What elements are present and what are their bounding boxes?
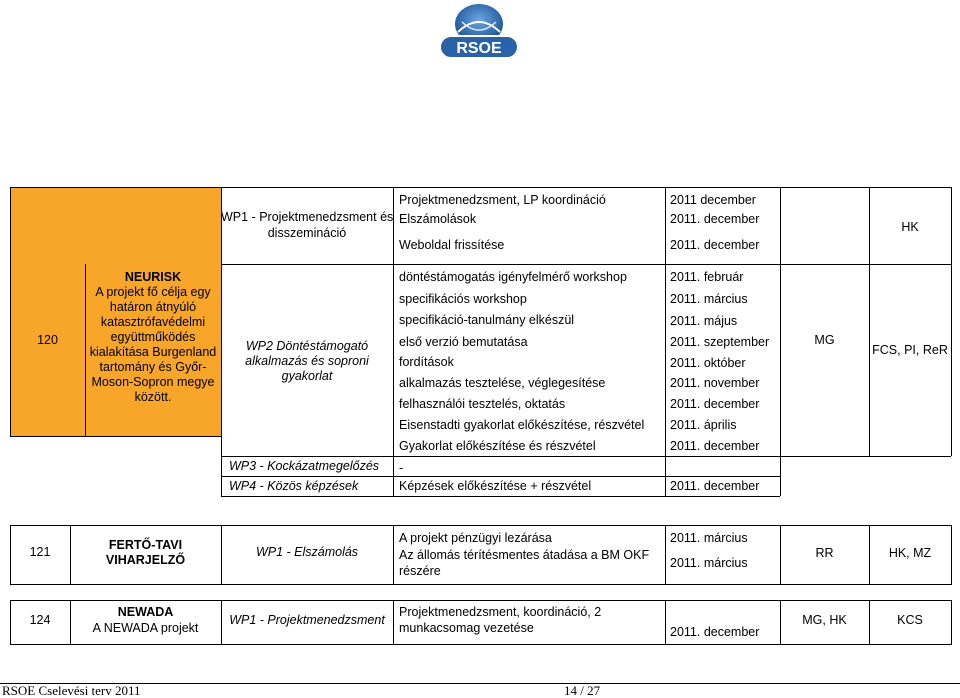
wp2-date: 2011. április xyxy=(670,418,737,432)
wp4-date: 2011. december xyxy=(670,479,760,493)
wp2-task: Eisenstadti gyakorlat előkészítése, részvétel xyxy=(399,418,645,432)
wp2-task: fordítások xyxy=(399,355,454,369)
wp2-partners: FCS, PI, ReR xyxy=(872,343,948,357)
wp2-task: specifikáció-tanulmány elkészül xyxy=(399,313,575,327)
wp1-date-3: 2011. december xyxy=(670,238,760,252)
wp2-task: Gyakorlat előkészítése és részvétel xyxy=(399,439,596,453)
wp1-task-3: Weboldal frissítése xyxy=(399,238,505,252)
project-description: A projekt fő célja egy határon átnyúló katasztrófavédelmi együttműködés kialakítása Burgenland tartomány és Győr- Moson-Sopron megye között. xyxy=(89,285,217,404)
row-id-120: 120 xyxy=(37,333,58,347)
wp2-date: 2011. március xyxy=(670,292,748,306)
wp1-projektmenedzsment: WP1 - Projektmenedzsment xyxy=(229,613,385,627)
wp2-responsible: MG xyxy=(814,333,835,347)
project-title-neurisk: NEURISK xyxy=(124,270,182,284)
date-1: 2011. március xyxy=(670,531,748,545)
wp2-date: 2011. szeptember xyxy=(670,335,770,349)
wp3-label: WP3 - Kockázatmegelőzés xyxy=(229,459,380,473)
task-line: Az állomás térítésmentes átadása a BM OKF xyxy=(399,548,650,562)
wp2-date: 2011. november xyxy=(670,376,760,390)
wp2-date: 2011. december xyxy=(670,397,760,411)
project-title: NEWADA xyxy=(117,605,174,619)
responsible: RR xyxy=(815,546,834,560)
wp2-line3: gyakorlat xyxy=(281,369,333,383)
wp1-task-2: Elszámolások xyxy=(399,212,477,226)
wp2-task: első verzió bemutatása xyxy=(399,335,528,349)
task-line: részére xyxy=(399,564,441,578)
wp2-line1: WP2 Döntéstámogató xyxy=(245,339,369,353)
date: 2011. december xyxy=(670,625,760,639)
partners: HK, MZ xyxy=(888,546,932,560)
wp2-date: 2011. május xyxy=(670,314,738,328)
footer-title: RSOE Cselevési terv 2011 xyxy=(2,683,141,698)
task-line: A projekt pénzügyi lezárása xyxy=(399,531,552,545)
task-line: munkacsomag vezetése xyxy=(399,621,534,635)
wp1-responsible: HK xyxy=(901,220,919,234)
id-orange-cell xyxy=(10,264,85,436)
wp1-line2: disszemináció xyxy=(267,226,347,240)
wp2-date: 2011. december xyxy=(670,439,760,453)
orange-header-left xyxy=(10,187,221,264)
rsoe-logo xyxy=(420,2,538,62)
svg-text:RSOE: RSOE xyxy=(456,40,502,57)
row-id-121: 121 xyxy=(29,545,51,559)
wp4-label: WP4 - Közös képzések xyxy=(229,479,359,493)
project-title-line1: FERTŐ-TAVI xyxy=(108,538,183,552)
wp1-elszamolas: WP1 - Elszámolás xyxy=(255,545,359,559)
wp2-task: felhasználói tesztelés, oktatás xyxy=(399,397,566,411)
wp1-task-1: Projektmenedzsment, LP koordináció xyxy=(399,193,606,207)
footer-page: 14 / 27 xyxy=(564,683,601,698)
wp2-task: specifikációs workshop xyxy=(399,292,527,306)
wp4-task: Képzések előkészítése + részvétel xyxy=(399,479,592,493)
wp2-line2: alkalmazás és soproni xyxy=(245,354,369,368)
wp2-task: döntéstámogatás igényfelmérő workshop xyxy=(399,270,627,284)
task-line: Projektmenedzsment, koordináció, 2 xyxy=(399,605,602,619)
wp2-date: 2011. február xyxy=(670,270,744,284)
wp1-date-1: 2011 december xyxy=(670,193,756,207)
date-2: 2011. március xyxy=(670,556,748,570)
wp1-line1: WP1 - Projektmenedzsment és xyxy=(221,210,394,224)
row-id-124: 124 xyxy=(29,613,51,627)
project-title-line2: VIHARJELZŐ xyxy=(105,553,186,567)
responsible: MG, HK xyxy=(802,613,847,627)
project-subtitle: A NEWADA projekt xyxy=(92,621,199,635)
wp3-task: - xyxy=(399,461,404,475)
partners: KCS xyxy=(897,613,923,627)
wp1-date-2: 2011. december xyxy=(670,212,760,226)
wp2-task: alkalmazás tesztelése, véglegesítése xyxy=(399,376,606,390)
wp2-date: 2011. október xyxy=(670,356,746,370)
